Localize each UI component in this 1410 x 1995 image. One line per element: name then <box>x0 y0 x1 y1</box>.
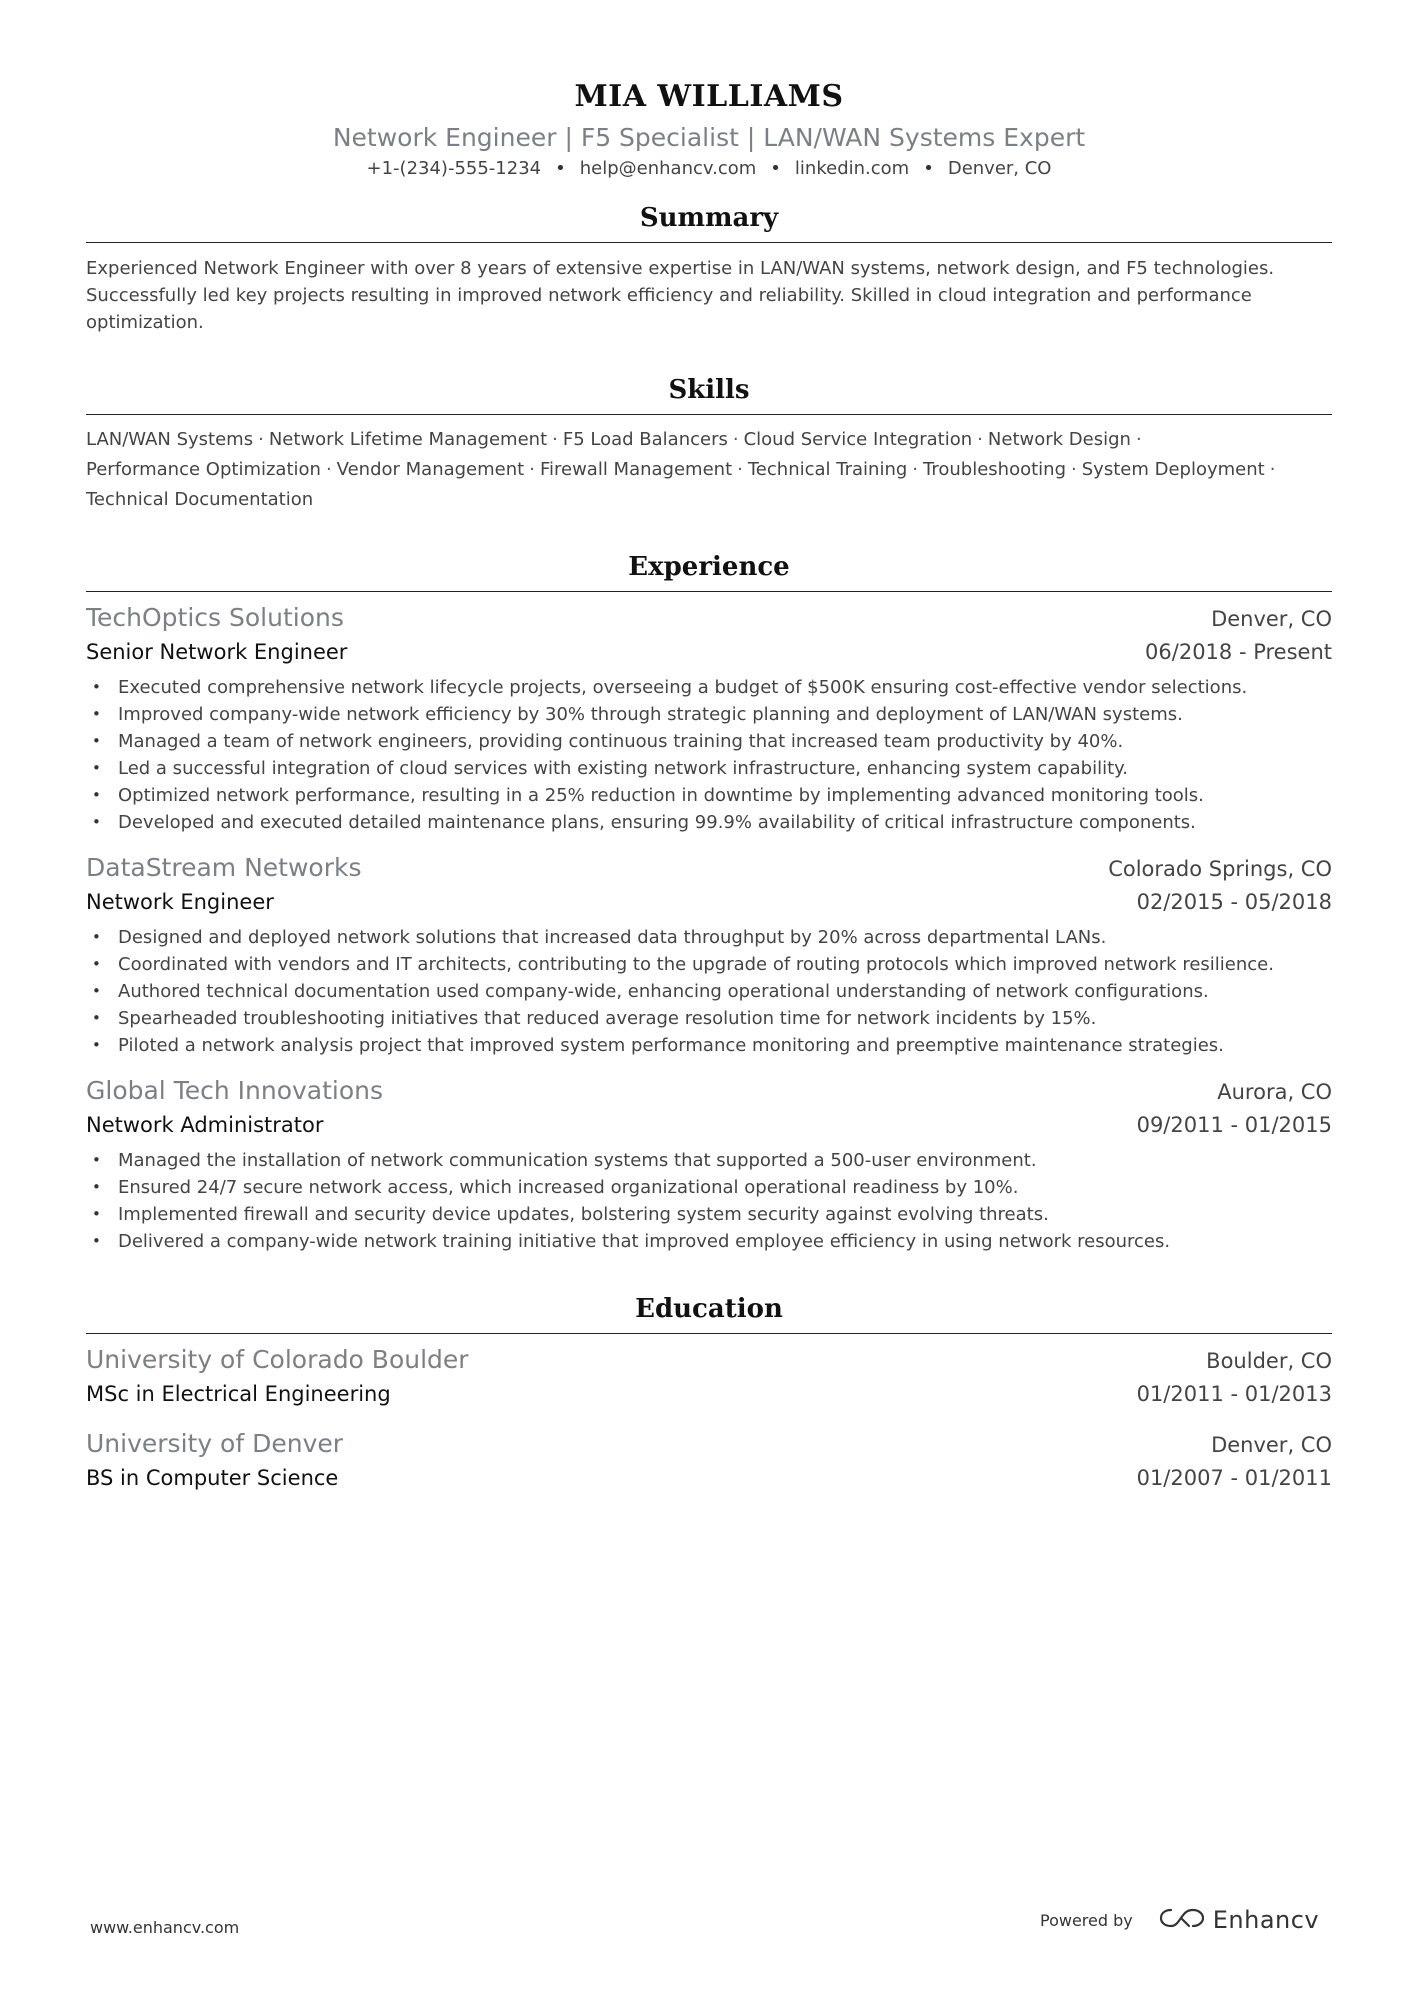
skill-separator: · <box>977 429 983 450</box>
job-entry <box>86 1073 1332 1255</box>
skill-item: Network Lifetime Management <box>268 429 548 450</box>
education-section <box>86 1291 1332 1494</box>
skill-separator: · <box>325 459 332 480</box>
job-entry <box>86 850 1332 1059</box>
resume-header <box>86 74 1332 182</box>
job-header-row <box>86 850 1332 886</box>
school-location: Boulder, CO <box>1206 1349 1332 1373</box>
candidate-name: MIA WILLIAMS <box>574 79 844 114</box>
skill-separator: · <box>737 459 743 480</box>
bullet-item: • Developed and executed detailed maintenance plans, ensuring 99.9% availability of critical infrastructure components. <box>86 809 1332 836</box>
company-name: TechOptics Solutions <box>86 603 344 632</box>
linkedin[interactable]: linkedin.com <box>794 158 910 179</box>
bullet-item: • Implemented firewall and security device updates, bolstering system security against evolving threats. <box>86 1201 1332 1228</box>
section-title-experience: Experience <box>86 549 1332 592</box>
skill-separator: · <box>1269 459 1276 480</box>
powered-by-label: Powered by <box>1040 1910 1133 1930</box>
company-name: DataStream Networks <box>86 853 362 882</box>
bullet-item: • Piloted a network analysis project that improved system performance monitoring and preemptive maintenance strategies. <box>86 1032 1332 1059</box>
separator-dot: • <box>555 158 566 179</box>
enhancv-logo-icon <box>1159 1906 1205 1934</box>
school-row <box>86 1426 1332 1462</box>
bullet-item: • Executed comprehensive network lifecycle projects, overseeing a budget of $500K ensuring cost-effective vendor selections. <box>86 674 1332 701</box>
education-entry <box>86 1426 1332 1494</box>
bullet-item: • Led a successful integration of cloud services with existing network infrastructure, enhancing system capability. <box>86 755 1332 782</box>
skills-section <box>86 372 1332 515</box>
job-header-row <box>86 600 1332 636</box>
job-dates: 06/2018 - Present <box>1145 640 1332 664</box>
bullet-item: • Designed and deployed network solutions that increased data throughput by 20% across departmental LANs. <box>86 924 1332 951</box>
brand-name: Enhancv <box>1212 1906 1320 1934</box>
skill-item: Troubleshooting <box>923 459 1066 480</box>
summary-text: Experienced Network Engineer with over 8 years of extensive expertise in LAN/WAN systems, network design, and F5 technologies. Successfully led key projects resulting in improved network efficiency and reliability. Skilled in cloud integration and performance optimization. <box>86 258 1275 333</box>
skill-separator: · <box>912 459 919 480</box>
job-role: Senior Network Engineer <box>86 640 348 664</box>
skill-item: Vendor Management <box>336 459 525 480</box>
company-name: Global Tech Innovations <box>86 1076 384 1105</box>
separator-dot: • <box>770 158 781 179</box>
skill-item: Technical Documentation <box>86 489 314 510</box>
bullet-item: • Coordinated with vendors and IT architects, contributing to the upgrade of routing protocols which improved network resilience. <box>86 951 1332 978</box>
footer-branding[interactable] <box>1040 1906 1319 1934</box>
job-location: Aurora, CO <box>1217 1080 1332 1104</box>
skill-item: LAN/WAN Systems <box>86 429 254 450</box>
job-role: Network Engineer <box>86 890 274 914</box>
experience-section <box>86 549 1332 1255</box>
job-bullets <box>86 924 1332 1059</box>
skill-item: Network Design <box>987 429 1131 450</box>
job-role: Network Administrator <box>86 1113 324 1137</box>
skill-item: System Deployment <box>1081 459 1265 480</box>
job-location: Denver, CO <box>1211 607 1332 631</box>
bullet-item: • Managed the installation of network communication systems that supported a 500-user environment. <box>86 1147 1332 1174</box>
bullet-item: • Spearheaded troubleshooting initiatives that reduced average resolution time for network incidents by 15%. <box>86 1005 1332 1032</box>
phone: +1-(234)-555-1234 <box>366 158 542 179</box>
job-role-row <box>86 636 1332 668</box>
footer-website[interactable]: www.enhancv.com <box>90 1918 240 1937</box>
degree: BS in Computer Science <box>86 1466 339 1490</box>
email[interactable]: help@enhancv.com <box>579 158 757 179</box>
degree-row <box>86 1462 1332 1494</box>
skill-separator: · <box>552 429 558 450</box>
job-dates: 02/2015 - 05/2018 <box>1136 890 1332 914</box>
bullet-item: • Managed a team of network engineers, providing continuous training that increased team productivity by 40%. <box>86 728 1332 755</box>
skill-separator: · <box>529 459 535 480</box>
bullet-item: • Improved company-wide network efficiency by 30% through strategic planning and deployment of LAN/WAN systems. <box>86 701 1332 728</box>
section-title-education: Education <box>86 1291 1332 1334</box>
skill-item: Cloud Service Integration <box>743 429 973 450</box>
skill-separator: · <box>732 429 739 450</box>
education-dates: 01/2007 - 01/2011 <box>1136 1466 1332 1490</box>
skill-item: Performance Optimization <box>86 459 321 480</box>
section-title-summary: Summary <box>86 200 1332 243</box>
job-role-row <box>86 1109 1332 1141</box>
skills-list <box>86 425 1332 515</box>
job-role-row <box>86 886 1332 918</box>
location: Denver, CO <box>947 158 1052 179</box>
job-bullets <box>86 1147 1332 1255</box>
school-name: University of Colorado Boulder <box>86 1345 469 1374</box>
bullet-item: • Delivered a company-wide network training initiative that improved employee efficiency in using network resources. <box>86 1228 1332 1255</box>
degree-row <box>86 1378 1332 1410</box>
resume-content <box>86 74 1332 1494</box>
contact-line <box>86 156 1332 182</box>
skill-separator: · <box>1071 459 1077 480</box>
job-location: Colorado Springs, CO <box>1108 857 1332 881</box>
education-dates: 01/2011 - 01/2013 <box>1136 1382 1332 1406</box>
bullet-item: • Authored technical documentation used company-wide, enhancing operational understanding of network configurations. <box>86 978 1332 1005</box>
section-title-skills: Skills <box>86 372 1332 415</box>
skill-item: Technical Training <box>747 459 908 480</box>
skill-separator: · <box>1135 429 1142 450</box>
school-row <box>86 1342 1332 1378</box>
school-name: University of Denver <box>86 1429 344 1458</box>
school-location: Denver, CO <box>1211 1433 1332 1457</box>
separator-dot: • <box>923 158 934 179</box>
degree: MSc in Electrical Engineering <box>86 1382 391 1406</box>
job-bullets <box>86 674 1332 836</box>
skill-item: Firewall Management <box>539 459 733 480</box>
job-entry <box>86 600 1332 836</box>
bullet-item: • Optimized network performance, resulting in a 25% reduction in downtime by implementing advanced monitoring tools. <box>86 782 1332 809</box>
job-header-row <box>86 1073 1332 1109</box>
summary-section <box>86 200 1332 336</box>
education-entry <box>86 1342 1332 1410</box>
candidate-title: Network Engineer | F5 Specialist | LAN/WAN Systems Expert <box>332 123 1086 152</box>
skill-item: F5 Load Balancers <box>562 429 728 450</box>
bullet-item: • Ensured 24/7 secure network access, which increased organizational operational readiness by 10%. <box>86 1174 1332 1201</box>
job-dates: 09/2011 - 01/2015 <box>1136 1113 1332 1137</box>
skill-separator: · <box>258 429 264 450</box>
